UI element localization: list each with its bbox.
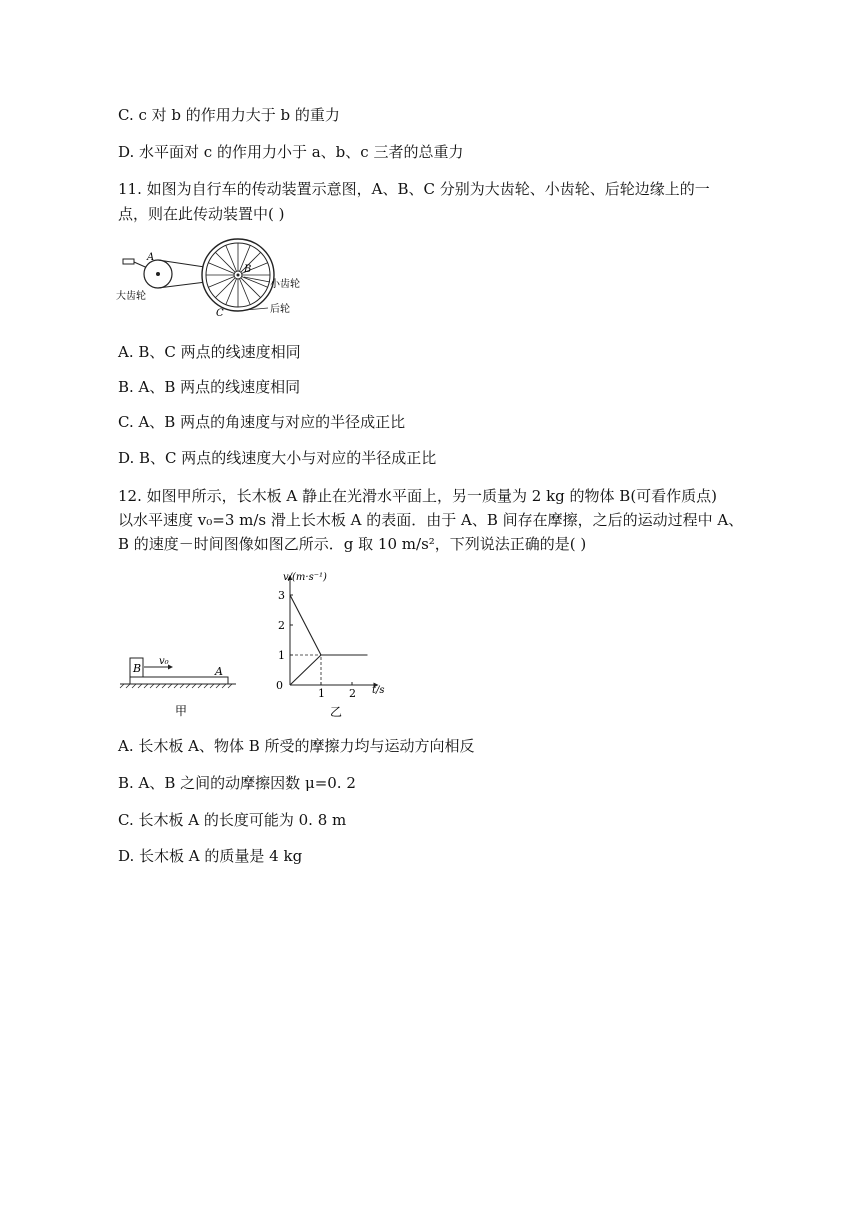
vt-origin-label: 0 [276, 679, 283, 692]
prev-option-d: D. 水平面对 c 的作用力小于 a、b、c 三者的总重力 [118, 143, 464, 161]
vt-xtick-label-2: 2 [349, 687, 356, 700]
fig-jia-label-v0: v₀ [159, 656, 169, 667]
fig-jia-label-a: A [215, 665, 223, 678]
fig-jia-label-b: B [133, 662, 142, 675]
fig11-label-small-gear: 小齿轮 [270, 279, 300, 290]
q11-option-a: A. B、C 两点的线速度相同 [118, 343, 301, 361]
vt-ytick-label-1: 1 [278, 649, 285, 662]
q12-stem-line1: 12. 如图甲所示，长木板 A 静止在光滑水平面上，另一质量为 2 kg 的物体 B(可看作质点) [118, 487, 718, 505]
fig11-label-c: C [216, 308, 224, 319]
vt-ytick-label-3: 3 [278, 589, 285, 602]
q12-option-a: A. 长木板 A、物体 B 所受的摩擦力均与运动方向相反 [118, 737, 475, 755]
vt-ytick-label-2: 2 [278, 619, 285, 632]
vt-ylabel: v/(m·s⁻¹) [283, 572, 327, 583]
fig-jia-caption: 甲 [175, 704, 188, 718]
fig11-label-a: A [147, 252, 155, 263]
fig11-label-b: B [244, 264, 252, 275]
vt-series-line-1 [290, 655, 368, 685]
q11-stem-line2: 点，则在此传动装置中( ) [118, 205, 285, 223]
vt-xlabel: t/s [372, 685, 385, 696]
figure-yi-vt-chart [268, 566, 408, 722]
q12-stem-line2: 以水平速度 v₀=3 m/s 滑上长木板 A 的表面．由于 A、B 间存在摩擦，之后的运动过程中 A、 [118, 511, 744, 529]
q12-stem-line3: B 的速度－时间图像如图乙所示．g 取 10 m/s²，下列说法正确的是( ) [118, 535, 587, 553]
q11-option-d: D. B、C 两点的线速度大小与对应的半径成正比 [118, 449, 437, 467]
q12-option-c: C. 长木板 A 的长度可能为 0. 8 m [118, 811, 347, 829]
fig11-label-rear-wheel: 后轮 [270, 304, 290, 315]
bicycle-transmission-figure [110, 232, 310, 324]
vt-xtick-label-1: 1 [318, 687, 325, 700]
fig-yi-caption: 乙 [330, 705, 343, 719]
q12-option-d: D. 长木板 A 的质量是 4 kg [118, 847, 303, 865]
prev-option-c: C. c 对 b 的作用力大于 b 的重力 [118, 106, 340, 124]
fig11-label-big-gear: 大齿轮 [116, 291, 146, 302]
q11-option-c: C. A、B 两点的角速度与对应的半径成正比 [118, 413, 406, 431]
q11-stem-line1: 11. 如图为自行车的传动装置示意图，A、B、C 分别为大齿轮、小齿轮、后轮边缘上的一 [118, 180, 710, 198]
vt-series-line-0 [290, 595, 321, 655]
q12-option-b: B. A、B 之间的动摩擦因数 μ=0. 2 [118, 774, 356, 792]
figure-jia [118, 645, 238, 720]
q11-option-b: B. A、B 两点的线速度相同 [118, 378, 301, 396]
